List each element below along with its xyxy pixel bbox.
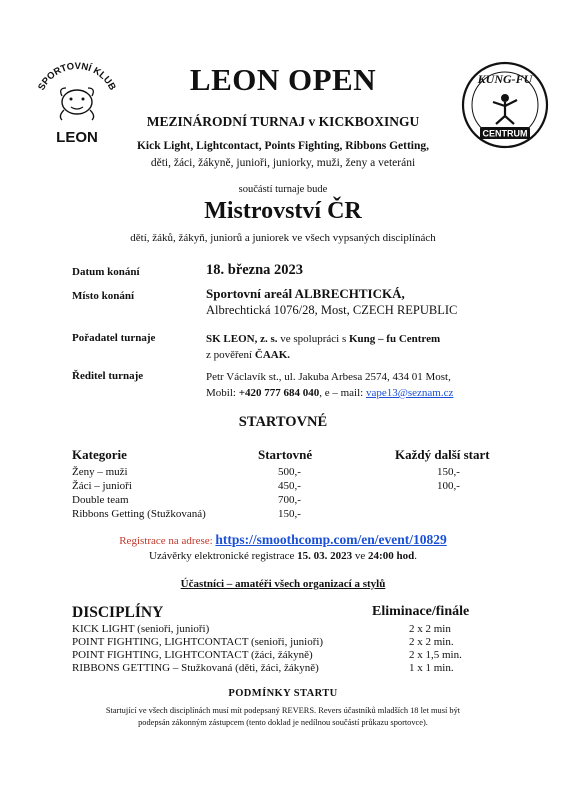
conditions-line-1: Startující ve všech disciplínách musí mít podepsaný REVERS. Revers účastníků mladších 18 let musí být [105, 706, 461, 715]
organizer-name: SK LEON, z. s. [206, 333, 278, 345]
fees-col-category: Kategorie [72, 447, 127, 462]
place-label: Místo konání [72, 290, 135, 302]
conditions-text [0, 705, 566, 728]
discipline-time: 2 x 2 min [409, 623, 451, 635]
director-line-2 [206, 385, 453, 401]
fee-amount: 450,- [278, 480, 301, 492]
categories-line: děti, žáci, žákyně, junioři, juniorky, muži, ženy a veteráni [150, 157, 416, 169]
director-email-link[interactable]: vape13@seznam.cz [365, 387, 454, 399]
fee-category: Žáci – junioři [72, 480, 132, 492]
fee-category: Ribbons Getting (Stužkovaná) [72, 508, 206, 520]
right-logo-top-text: KUNG-FU [477, 72, 533, 86]
director-label: Ředitel turnaje [72, 370, 144, 382]
discipline-time: 1 x 1 min. [409, 662, 454, 674]
deadline-end: . [414, 550, 417, 562]
director-value [206, 369, 453, 401]
participants-note: Účastníci – amatéři všech organizací a stylů [180, 578, 386, 590]
discipline-name: POINT FIGHTING, LIGHTCONTACT (žáci, žákyně) [72, 649, 313, 661]
fee-amount: 700,- [278, 494, 301, 506]
fees-heading: STARTOVNÉ [238, 414, 328, 430]
disciplines-line: Kick Light, Lightcontact, Points Fighting, Ribbons Getting, [136, 140, 429, 152]
disciplines-heading: DISCIPLÍNY [72, 604, 164, 621]
place-line-1: Sportovní areál ALBRECHTICKÁ, [206, 286, 405, 301]
discipline-time: 2 x 2 min. [409, 636, 454, 648]
director-email-label: , e – mail: [319, 387, 366, 399]
date-label: Datum konání [72, 266, 140, 278]
organizer-mid: ve spolupráci s [277, 333, 349, 345]
fee-category: Double team [72, 494, 129, 506]
fee-next: 100,- [437, 480, 460, 492]
conditions-line-2: podepsán zákonným zástupcem (tento doklad je nedílnou součástí průkazu sportovce). [138, 717, 428, 727]
tournament-subtitle: MEZINÁRODNÍ TURNAJ v KICKBOXINGU [146, 114, 420, 129]
organizer-mandate: z pověření [206, 349, 255, 361]
organizer-line-2 [206, 347, 440, 363]
championship-intro: součástí turnaje bude [238, 184, 328, 195]
fees-col-next: Každý další start [395, 447, 490, 462]
left-logo-bottom-text: LEON [56, 129, 98, 146]
organizer-value [206, 331, 440, 363]
organizer-label: Pořadatel turnaje [72, 332, 156, 344]
discipline-name: KICK LIGHT (senioři, junioři) [72, 623, 210, 635]
fee-next: 150,- [437, 466, 460, 478]
fees-col-fee: Startovné [258, 447, 313, 462]
organizer-line-1 [206, 331, 440, 347]
deadline-time: 24:00 hod [368, 550, 415, 562]
organizer-partner: Kung – fu Centrem [349, 333, 441, 345]
place-value [206, 286, 457, 318]
registration-label: Registrace na adrese: [119, 535, 216, 547]
date-value: 18. března 2023 [206, 262, 304, 278]
deadline-pre: Uzávěrky elektronické registrace [149, 550, 298, 562]
place-line-2: Albrechtická 1076/28, Most, CZECH REPUBLIC [206, 303, 458, 317]
registration-line [0, 532, 566, 548]
championship-title: Mistrovství ČR [204, 198, 362, 224]
championship-subtitle: dětí, žáků, žákyň, juniorů a juniorek ve všech vypsaných disciplínách [130, 232, 436, 244]
director-mobile-label: Mobil: [206, 387, 239, 399]
fee-amount: 500,- [278, 466, 301, 478]
discipline-name: RIBBONS GETTING – Stužkovaná (děti, žáci, žákyně) [72, 662, 319, 674]
deadline-date: 15. 03. 2023 [297, 550, 353, 562]
director-line-1: Petr Václavík st., ul. Jakuba Arbesa 2574, 434 01 Most, [206, 371, 451, 383]
discipline-time: 2 x 1,5 min. [409, 649, 462, 661]
elimination-heading: Eliminace/finále [372, 604, 470, 619]
discipline-name: POINT FIGHTING, LIGHTCONTACT (senioři, junioři) [72, 636, 324, 648]
organizer-authority: ČAAK. [254, 349, 291, 361]
fee-amount: 150,- [278, 508, 301, 520]
fee-category: Ženy – muži [72, 466, 128, 478]
deadline-mid: ve [352, 550, 369, 562]
right-logo-bottom-text: CENTRUM [482, 128, 528, 139]
page-title: LEON OPEN [189, 62, 377, 97]
registration-link[interactable]: https://smoothcomp.com/en/event/10829 [215, 532, 447, 547]
conditions-heading: PODMÍNKY STARTU [228, 688, 338, 699]
registration-deadline [0, 550, 566, 562]
left-logo-top-text: SPORTOVNÍ KLUB [36, 60, 118, 93]
director-phone: +420 777 684 040 [238, 387, 320, 399]
